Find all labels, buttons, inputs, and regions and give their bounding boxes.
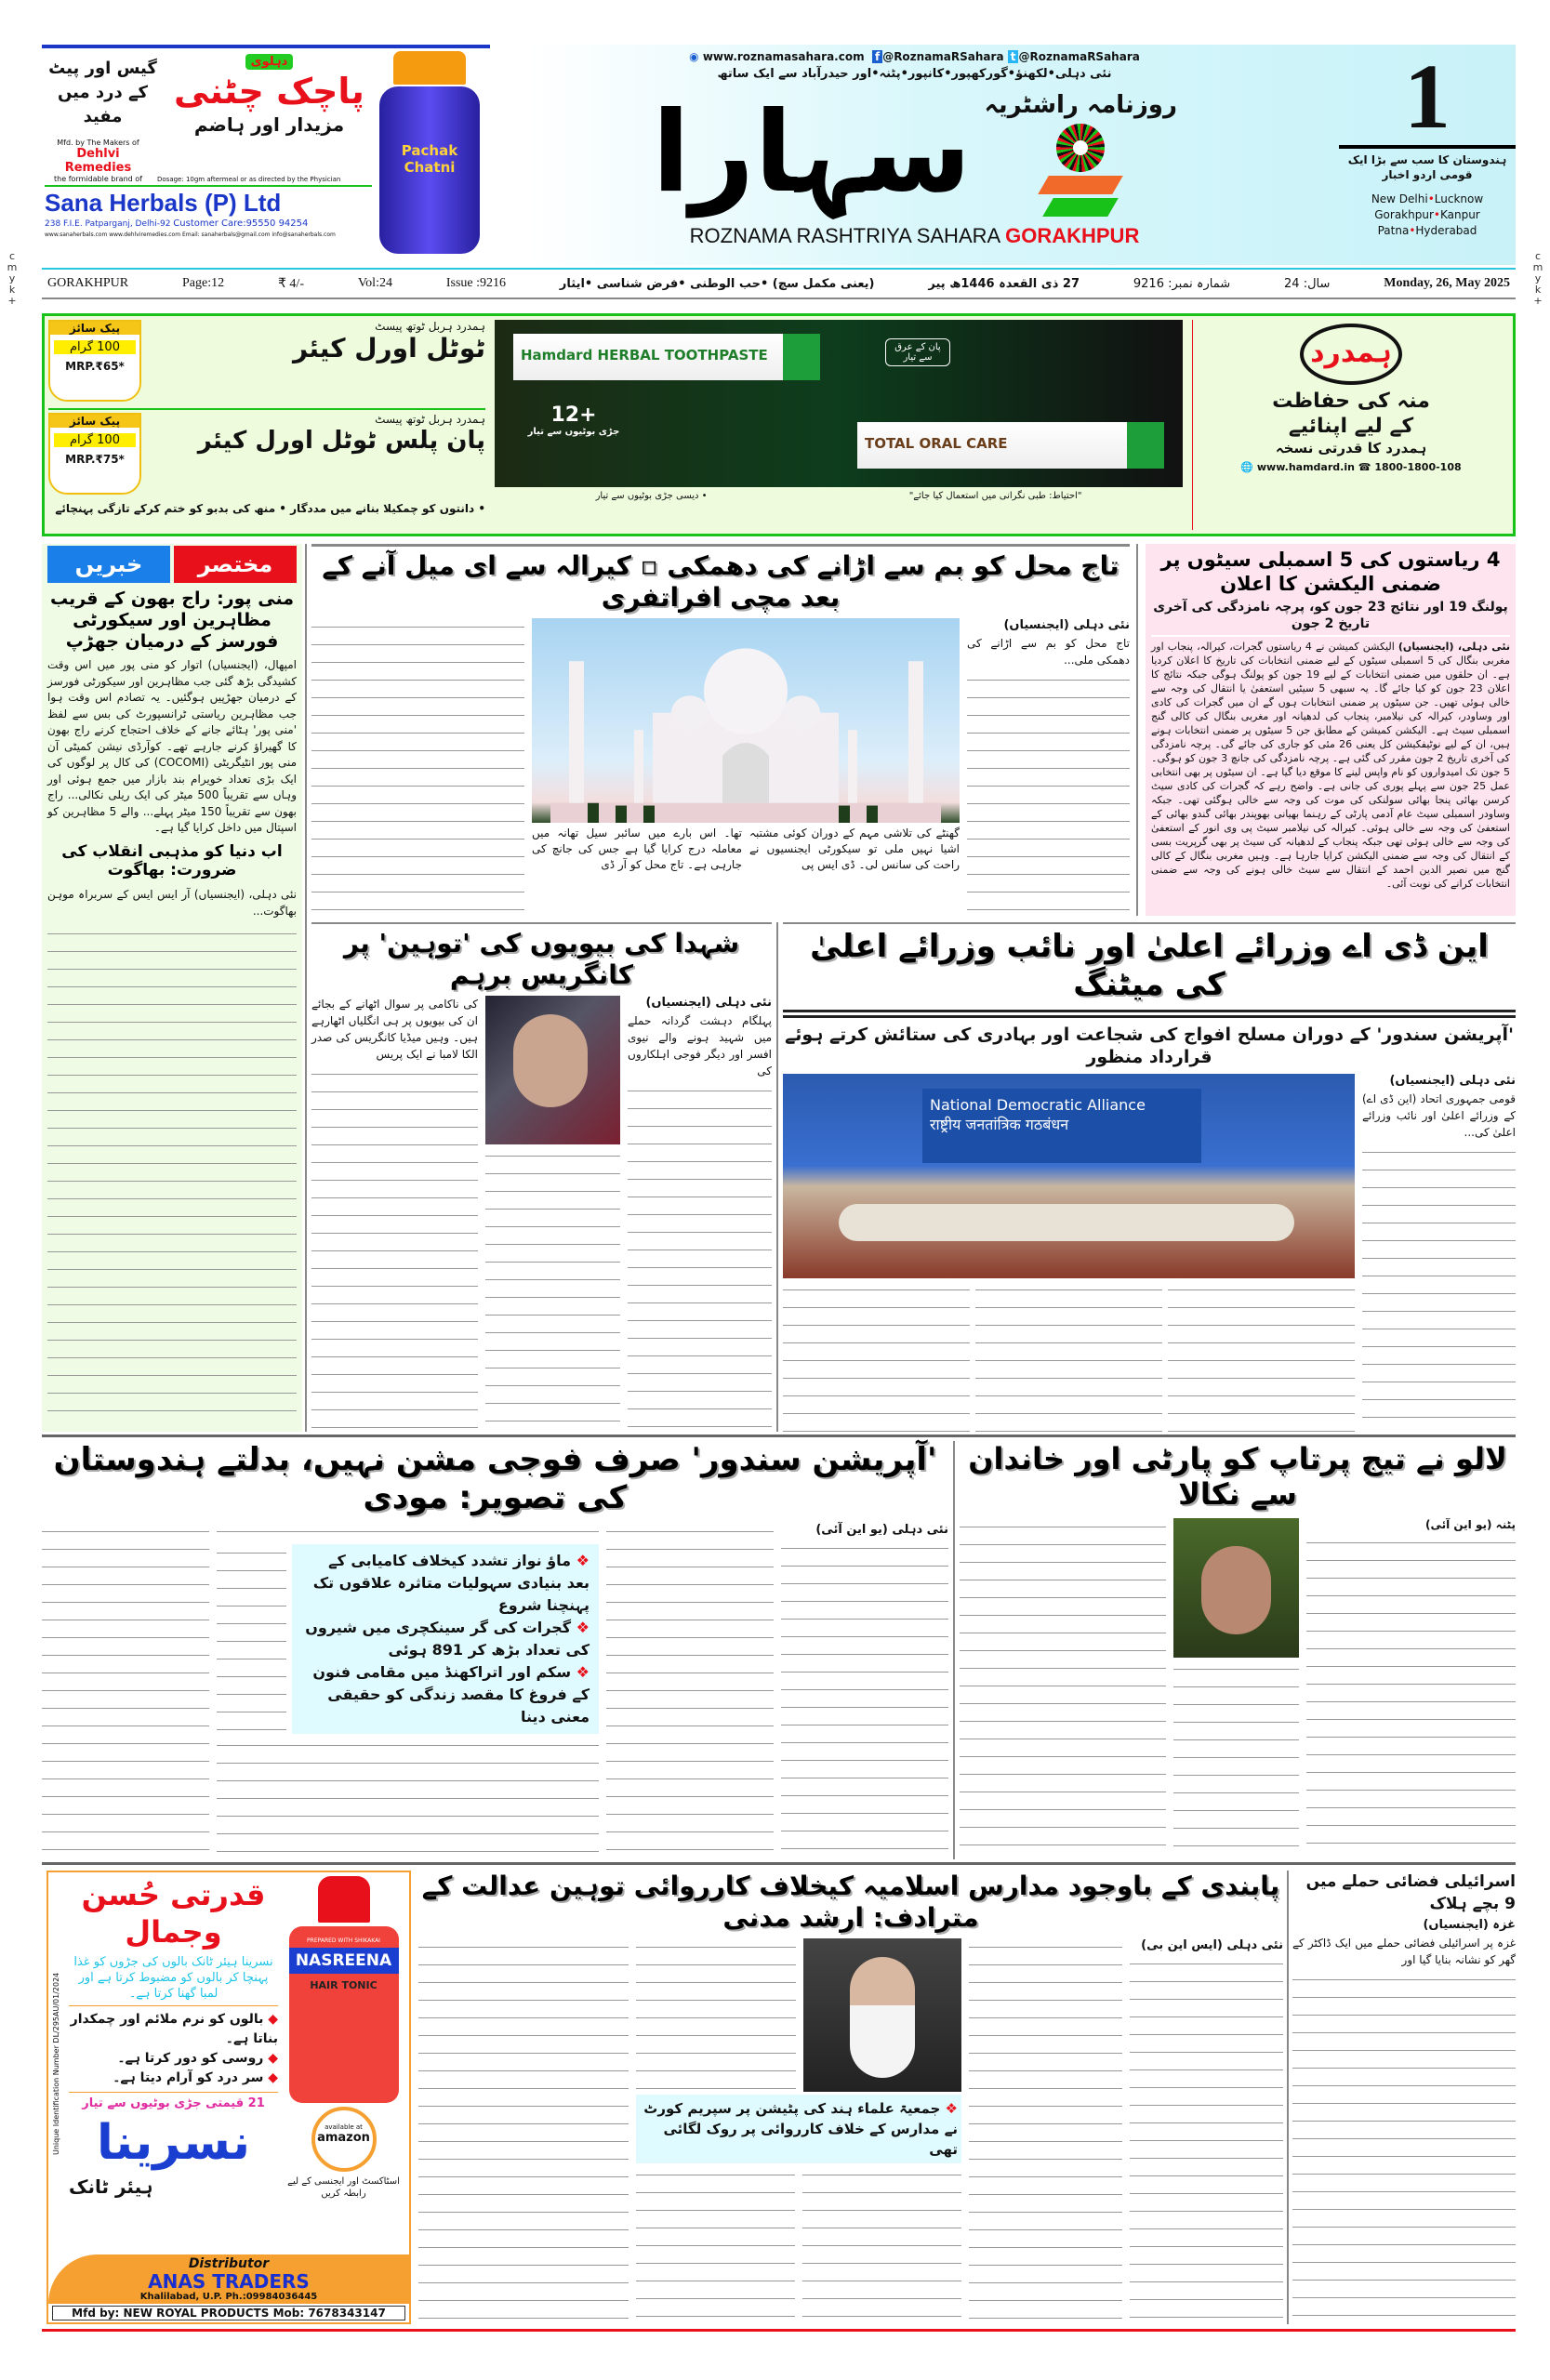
product-1-label: ہمدرد ہربل ٹوتھ پیسٹ <box>375 320 485 333</box>
bypoll-body <box>1151 640 1510 891</box>
paper-name-en <box>690 223 1140 249</box>
slogan-3: ہمدرد کا قدرتی نسخہ <box>1275 440 1427 456</box>
taj-mahal-photo <box>532 618 960 823</box>
madani-text-col-3 <box>802 2166 961 2324</box>
highlight-item <box>301 1550 590 1617</box>
nasreena-mfd: Mfd by: NEW ROYAL PRODUCTS Mob: 7678343147 <box>52 2306 405 2320</box>
sun-emblem-icon <box>1056 124 1105 172</box>
toothpaste-tube-2: TOTAL ORAL CARE <box>857 422 1164 469</box>
bottle-brand: NASREENA <box>289 1948 399 1974</box>
nda-headline[interactable]: این ڈی اے وزرائے اعلیٰ اور نائب وزرائے اعلیٰ کی میٹنگ <box>810 928 1489 1003</box>
reg-k: k <box>1534 284 1542 296</box>
distributor-block <box>48 2254 409 2304</box>
dateline-vol: Vol:24 <box>357 276 392 290</box>
dateline-date: Monday, 26, May 2025 <box>1384 276 1510 290</box>
sahara-logo: سہارا <box>652 88 972 218</box>
rank-badge <box>1339 45 1516 265</box>
dateline-hijri: 27 ذی القعدہ 1446ھ پیر <box>928 276 1080 291</box>
shuhada-lead: پہلگام دہشت گردانہ حملے میں شہید ہونے والے نیوی افسر اور دیگر فوجی اہلکاروں کی <box>628 1014 772 1078</box>
tej-pratap-photo <box>1173 1518 1299 1658</box>
nda-text-col-4 <box>783 1281 970 1432</box>
highlight-item <box>301 1661 590 1728</box>
modi-highlights-box <box>292 1544 599 1734</box>
lalu-text-col-3 <box>960 1518 1166 1859</box>
column-rule <box>953 1441 955 1859</box>
madani-dateline: نئی دہلی (ایس این بی) <box>1141 1938 1283 1953</box>
ad-product-name: پاچک چٹنی <box>174 71 364 112</box>
nda-dateline: نئی دہلی (ایجنسیاں) <box>1389 1073 1516 1088</box>
point: سر درد کو آرام دیتا ہے۔ <box>113 2070 264 2085</box>
bullet-icon: ❖ <box>576 1662 590 1681</box>
pack-label: پیک سائز <box>50 322 139 335</box>
ad-address: 238 F.I.E. Patparganj, Delhi-92 <box>45 219 171 229</box>
pack-weight: 100 گرام <box>54 433 136 447</box>
nasreena-bottle <box>289 1926 399 2103</box>
briefs-column <box>42 544 302 1432</box>
arshad-madani-photo <box>803 1938 961 2092</box>
shuhada-text-col-1 <box>628 1082 772 1432</box>
city: Hyderabad <box>1415 224 1477 237</box>
reg-c: c <box>8 250 16 262</box>
rank-caption: ہندوستان کا سب سے بڑا ایک قومی اردو اخبار <box>1347 153 1507 181</box>
registration-marks-right: c m y k + <box>1532 250 1543 307</box>
lalu-headline[interactable]: لالو نے تیج پرتاپ کو پارٹی اور خاندان سے نکالا <box>968 1441 1507 1513</box>
briefs-label-red: مختصر <box>174 546 297 583</box>
madani-text-col-5 <box>418 1938 629 2324</box>
pack-label: پیک سائز <box>50 415 139 428</box>
bypoll-headline[interactable]: 4 ریاستوں کی 5 اسمبلی سیٹوں پر ضمنی الیکشن کا اعلان <box>1160 549 1501 595</box>
bullet-icon: ❖ <box>576 1618 590 1636</box>
hamdard-contact: 🌐 www.hamdard.in ☎ 1800-1800-108 <box>1240 461 1462 473</box>
twitter-icon: t <box>1008 50 1019 63</box>
bypoll-story <box>1146 544 1516 916</box>
madani-headline[interactable]: پابندی کے باوجود مدارس اسلامیہ کیخلاف کارروائی توہین عدالت کے مترادف: ارشد مدنی <box>421 1871 1280 1933</box>
trader-name: ANAS TRADERS <box>148 2270 310 2293</box>
gaza-text <box>1292 1971 1516 2324</box>
nasreena-points <box>69 2010 278 2088</box>
banner-en: National Democratic Alliance <box>930 1095 1146 1114</box>
city: Gorakhpur <box>1374 208 1434 221</box>
age-badge <box>523 403 625 437</box>
taj-dateline: نئی دہلی (ایجنسیاں) <box>1003 618 1130 633</box>
dateline-price: ₹ 4/- <box>278 276 304 291</box>
modi-text-bottom <box>217 1737 599 1859</box>
nda-meeting-photo <box>783 1074 1355 1278</box>
bottle-top-text: PREPARED WITH SHIKAKAI <box>307 1937 380 1944</box>
ad-bullets: • دانتوں کو چمکیلا بنانے میں مددگار • منھ کی بدبو کو ختم کرکے تازگی پہنچائے <box>55 502 485 515</box>
brief-2-body: نئی دہلی، (ایجنسیاں) آر ایس ایس کے سربراہ موہن بھاگوت... <box>47 887 297 918</box>
lalu-text-col-2 <box>1173 1660 1299 1859</box>
nda-text-col-1 <box>1362 1144 1516 1432</box>
banner-hi: राष्ट्रीय जनतांत्रिक गठबंधन <box>930 1115 1069 1133</box>
facebook-handle[interactable]: @RoznamaRSahara <box>882 50 1004 63</box>
trader-address: Khalilabad, U.P. Ph.:09984036445 <box>139 2292 318 2302</box>
modi-dateline: نئی دہلی (یو این آئی) <box>815 1522 948 1537</box>
web-icon: ◉ <box>689 50 699 63</box>
twitter-handle[interactable]: @RoznamaRSahara <box>1018 50 1140 63</box>
lalu-story <box>960 1441 1516 1859</box>
highlight-text: ماؤ نواز تشدد کیخلاف کامیابی کے بعد بنیادی سہولیات متاثرہ علاقوں تک پہنچنا شروع <box>312 1551 590 1614</box>
editions-line: نئی دہلی•لکھنؤ•گورکھپور•کانپور•پٹنہ•اور حیدرآباد سے ایک ساتھ <box>717 67 1112 81</box>
shuhada-headline[interactable]: شہدا کی بیویوں کی 'توہین' پر کانگریس برہم <box>343 928 740 990</box>
madani-caption-box <box>636 2095 961 2163</box>
social-links <box>689 48 1140 65</box>
lalu-dateline: پٹنہ (یو این آئی) <box>1424 1517 1516 1531</box>
nasreena-herbs: 21 قیمتی جڑی بوٹیوں سے تیار <box>82 2096 265 2110</box>
taj-mahal-illustration <box>532 618 960 823</box>
shuhada-lead-2: کی ناکامی پر سوال اٹھانے کے بجائے ان کی بیویوں پر ہی انگلیاں اٹھارہے ہیں۔ وہیں میڈیا کانگریس کی صدر الکا لامبا نے ایک پریس <box>311 998 478 1062</box>
bypoll-text: الیکشن کمیشن نے 4 ریاستوں گجرات، کیرالہ، پنجاب اور مغربی بنگال کی 5 اسمبلی سیٹوں کے لیے ضمنی انتخابات کی تاریخ کا اعلان کردیا ہے۔ ان حلقوں میں ضمنی انتخابات کے لیے 19 جون کو پولنگ ہوگی جبکہ نتائج کا اعلان 23 جون کو کیا جائے گا۔ یہ سبھی 5 سیٹیں استعفیٰ یا انتقال کی وجہ سے خالی ہوئی تھیں۔ جن سیٹوں پر ضمنی انتخابات ہوں گے ان میں گجرات کی کادی اور وساودر، کیرالہ کی نیلامبر، پنجاب کی لدھیانہ اور مغربی بنگال کی کالی گنج اسمبلی سیٹ ہے۔ الیکشن کمیشن کے مطابق جن 5 سیٹوں پر ضمنی انتخابات ہونے ہیں، ان کے لیے نوٹیفکیشن کل یعنی 26 مئی کو جاری کی جائے گی۔ پرچہ نامزدگی کی آخری تاریخ 2 جون مقرر کی گئی ہے۔ پرچہ نامزدگی کی جانچ 3 جون کو ہوگی۔ 5 جون تک امیدواروں کو نام واپس لینے کا موقع دیا گیا ہے۔ ان سیٹوں پر بھی انتخابی عمل 25 جون سے پہلے پوری کی جانی ہے۔ واضح رہے کہ گجرات کی کادی سیٹ کرسن بھائی پنجا بھائی سولنکی کی موت کی وجہ سے خالی ہوگئی تھی۔ جبکہ وساودر اسمبلی سیٹ عام آدمی پارٹی کے رہنما بھیانی بھوپندر بھائی گندو بھائی کے استعفیٰ کی وجہ سے خالی ہوئی۔ کیرالہ کی نیلامبر سیٹ پی وی انور کے استعفیٰ کی وجہ سے خالی ہوئی تھی جبکہ پنجاب کے لدھیانہ کی سیٹ پر بھی گرپریت بسی کے انتقال کی وجہ سے ضمنی الیکشن کرایا جارہا ہے۔ وہیں مغربی بنگال کے کالی گنج میں نصیر الدین احمد کے انتقال سے سیٹ خالی ہونے کی وجہ سے ضمنی انتخابات کرانے کی نوبت آئی۔ <box>1151 641 1510 890</box>
bullet-icon: ◆ <box>268 2051 278 2066</box>
maker-sub: the formidable brand of <box>54 175 142 183</box>
modi-text-col-1 <box>781 1540 948 1859</box>
city: Kanpur <box>1439 208 1480 221</box>
kharge-photo <box>485 996 620 1144</box>
gaza-headline[interactable]: اسرائیلی فضائی حملے میں 9 بچے ہلاک <box>1305 1872 1516 1913</box>
nasreena-uin: Unique Identification Number DL/295AU/01/2024 <box>52 1972 60 2155</box>
nasreena-brand-urdu: نسرینا <box>96 2115 251 2171</box>
taj-text-col-2a: گھنٹے کی تلاشی مہم کے دوران کوئی مشتبہ اشیا نہیں ملی تو سیکورٹی ایجنسیوں نے راحت کی سانس لی۔ ڈی ایس پی <box>749 826 960 872</box>
product-2-label: ہمدرد ہربل ٹوتھ پیسٹ <box>375 413 485 426</box>
reg-y: y <box>8 272 16 284</box>
briefs-label-blue: خبریں <box>47 546 170 583</box>
hamdard-logo: ہمدرد <box>1300 324 1402 385</box>
pack-badge-1 <box>48 320 141 402</box>
paper-subtitle: روزنامہ راشٹریہ <box>984 91 1177 119</box>
reg-m: m <box>1532 261 1543 273</box>
highlight-text: سکم اور اتراکھنڈ میں مقامی فنون کے فروغ کا مقصد زندگی کو حقیقی معنی دینا <box>312 1662 590 1726</box>
mrp-1: MRP.₹65* <box>65 360 125 373</box>
reg-c: c <box>1534 250 1542 262</box>
bottle-type: HAIR TONIC <box>310 1979 378 1991</box>
reg-y: y <box>1534 272 1542 284</box>
slogan-2: کے لیے اپنائیے <box>1288 415 1414 438</box>
gaza-brief <box>1292 1871 1516 2324</box>
modi-text-col-4 <box>217 1544 286 1734</box>
nda-text-col-3 <box>975 1281 1162 1432</box>
ad-brand-badge: دہلوی <box>245 54 294 70</box>
bullet-icon: ◆ <box>268 2070 278 2085</box>
shuhada-text-col-3 <box>485 1147 620 1432</box>
amazon-logo: amazon <box>317 2131 370 2145</box>
masthead <box>42 45 1516 265</box>
bullet-icon: ◆ <box>268 2012 278 2027</box>
ad-company: Sana Herbals (P) Ltd <box>45 189 282 217</box>
age-sub: جڑی بوٹیوں سے تیار <box>527 427 620 437</box>
nasreena-sub: نسرینا ہیئر ٹانک بالوں کی جڑوں کو غذا پہنچا کر بالوں کو مضبوط کرتا ہے اور لمبا گھنا کرتا ہے۔ <box>73 1955 273 2001</box>
facebook-icon: f <box>872 50 882 63</box>
highlight-item <box>301 1617 590 1661</box>
ad-caption-left: • دیسی جڑی بوٹیوں سے تیار <box>595 491 708 501</box>
city: New Delhi <box>1371 192 1428 205</box>
maker-line: Mfd. by The Makers of <box>57 139 139 147</box>
modi-text-col-5 <box>42 1523 209 1859</box>
ad-care: Customer Care:95550 94254 <box>173 218 309 229</box>
amazon-badge <box>311 2107 377 2172</box>
rank-number: 1 <box>1339 48 1516 149</box>
pachak-chatni-ad[interactable] <box>42 45 490 265</box>
chatni-bottle-image <box>376 51 484 262</box>
hamdard-web[interactable]: www.hamdard.in <box>1256 461 1355 473</box>
age: 12+ <box>550 403 597 427</box>
brief-1-headline[interactable]: منی پور: راج بھون کے قریب مظاہرین اور سیکورٹی فورسز کے درمیان جھڑپ <box>49 588 295 652</box>
shuhada-story <box>311 922 772 1432</box>
madani-text-col-4a <box>636 1938 796 2092</box>
column-rule <box>305 544 307 1432</box>
taj-headline-1: تاج محل کو بم سے اڑانے کی دھمکی <box>667 550 1119 581</box>
dateline-motto: (یعنی مکمل سچ) •حب الوطنی •فرض شناسی •ایثار <box>559 276 875 291</box>
gaza-lead: غزہ پر اسرائیلی فضائی حملے میں ایک ڈاکٹر کے گھر کو نشانہ بنایا گیا اور <box>1292 1937 1516 1966</box>
toothpaste-image <box>495 320 1183 487</box>
ad-contact <box>45 218 372 230</box>
maker-block <box>45 139 152 183</box>
column-rule <box>776 922 778 1432</box>
reg-k: k <box>8 284 16 296</box>
shuhada-dateline: نئی دہلی (ایجنسیاں) <box>645 996 772 1011</box>
city: Lucknow <box>1434 192 1484 205</box>
hamdard-phone[interactable]: 1800-1800-108 <box>1374 461 1462 473</box>
point: بالوں کو نرم ملائم اور چمکدار بناتا ہے۔ <box>70 2012 278 2046</box>
flag-stripe-green <box>1043 198 1119 217</box>
madani-story <box>418 1871 1283 2324</box>
ad-web: www.sanaherbals.com www.dehlviremedies.com Email: sanaherbals@gmail.com info@sanaherbals.com <box>45 231 336 238</box>
dateline-city: GORAKHPUR <box>47 276 129 290</box>
bullet-icon: ❖ <box>945 2100 958 2118</box>
registration-marks-left: c m y k + <box>7 250 18 307</box>
ad-caption-mid: "احتیاط: طبی نگرانی میں استعمال کیا جائے" <box>908 491 1082 501</box>
nda-lead: قومی جمہوری اتحاد (این ڈی اے) کے وزرائے اعلیٰ اور نائب وزرائے اعلیٰ کی... <box>1362 1091 1516 1139</box>
bottle-cap <box>318 1876 370 1923</box>
amazon-pre: available at <box>325 2123 363 2131</box>
dateline-issue-urdu: شمارہ نمبر: 9216 <box>1133 276 1231 291</box>
brief-2-headline[interactable]: اب دنیا کو مذہبی انقلاب کی ضرورت: بھاگوت <box>61 841 283 880</box>
nda-story <box>783 922 1516 1432</box>
product-2-name: پان پلس ٹوٹل اورل کیئر <box>197 427 485 455</box>
page-bottom-rule <box>42 2329 1516 2332</box>
nasreena-type-urdu: ہیئر ٹانک <box>69 2175 153 2198</box>
hamdard-ad[interactable] <box>42 313 1516 536</box>
modi-headline[interactable]: 'آپریشن سندور' صرف فوجی مشن نہیں، بدلتے ہندوستان کی تصویر: مودی <box>53 1441 937 1516</box>
section-rule <box>42 1435 1516 1437</box>
hamdard-slogan <box>1272 389 1430 457</box>
nda-text-col-2 <box>1168 1281 1355 1432</box>
edition-en: GORAKHPUR <box>1005 224 1140 247</box>
taj-text-col-1 <box>967 671 1130 916</box>
madani-caption: جمعیۃ علماء ہند کی پٹیشن پر سپریم کورٹ نے مدارس کے خلاف کارروائی پر روک لگائی تھی <box>643 2100 958 2159</box>
slogan-1: منہ کی حفاظت <box>1272 390 1430 413</box>
website-link[interactable]: www.roznamasahara.com <box>702 50 865 63</box>
madani-text-col-4b <box>636 2166 795 2324</box>
modi-story <box>42 1441 948 1859</box>
point: روسی کو دور کرتا ہے۔ <box>117 2051 264 2066</box>
product-1-name: ٹوٹل اورل کیئر <box>292 333 485 364</box>
nda-banner <box>922 1089 1201 1163</box>
highlight-text: گجرات کی گر سینکچری میں شیروں کی تعداد بڑھ کر 891 ہوئی <box>305 1618 590 1659</box>
nasreena-headline: قدرتی حُسن وجمال <box>81 1877 266 1950</box>
dateline-page: Page:12 <box>182 276 225 290</box>
ad-tagline: گیس اور پیٹ کے درد میں مفید <box>48 59 157 126</box>
pack-weight: 100 گرام <box>54 340 136 354</box>
name-en: ROZNAMA RASHTRIYA SAHARA <box>689 224 1000 247</box>
pack-badge-2 <box>48 413 141 495</box>
nasreena-ad[interactable] <box>46 1871 411 2324</box>
bullet-icon: ❖ <box>576 1551 590 1569</box>
section-rule <box>42 1862 1516 1865</box>
shuhada-text-col-2 <box>311 1065 478 1432</box>
taj-headline[interactable]: تاج محل کو بم سے اڑانے کی دھمکی ▫ کیرالہ سے ای میل آنے کے بعد مچی افراتفری <box>322 550 1119 613</box>
nasreena-stockist: اسٹاکسٹ اور ایجنسی کے لیے رابطہ کریں <box>287 2176 400 2199</box>
modi-text-col-2 <box>606 1523 774 1859</box>
product-list <box>48 320 485 530</box>
column-rule <box>1136 544 1138 916</box>
taj-text-col-3 <box>311 618 524 916</box>
modi-text-top <box>217 1523 599 1541</box>
taj-lead: تاج محل کو بم سے اڑانے کی دھمکی ملی... <box>967 637 1130 668</box>
edition-cities: New Delhi•Lucknow Gorakhpur•Kanpur Patna•Hyderabad <box>1371 192 1484 237</box>
bottle-label: Pachak Chatni <box>379 86 480 254</box>
toothpaste-tube-1: Hamdard HERBAL TOOTHPASTE <box>513 334 820 380</box>
dateline-issue: Issue :9216 <box>445 276 507 290</box>
lalu-text-col-1 <box>1306 1534 1516 1859</box>
ad-dosage: Dosage: 10gm aftermeal or as directed by the Physician <box>157 176 341 183</box>
brief-1-body: امپھال، (ایجنسیاں) اتوار کو منی پور میں اس وقت کشیدگی بڑھ گئی جب مظاہرین اور سیکورٹی فورسز کے درمیان جھڑپیں ہوگئیں۔ یہ تصادم اس وقت ہوا جب مظاہرین ریاستی ٹرانسپورٹ کی بس سے لفظ 'منی پور' ہٹائے جانے کے خلاف احتجاج کرنے راج بھون کا گھیراؤ کرنے جارہے تھے۔ کوآرڈی نیشن کمیٹی آن منی پور انٹیگریٹی (COCOMI) کی کال پر لوگوں کی ایک بڑی تعداد خویرام بند بازار میں جمع ہوئی اور وہاں سے تقریباً 500 میٹر کی ایک ریلی نکالی... راج بھون سے تقریباً 150 میٹر پہلے... والے 5 مظاہرین کو اسپتال میں داخل کرایا گیا ہے۔ <box>47 658 297 835</box>
taj-story <box>311 544 1130 916</box>
city: Patna <box>1377 224 1410 237</box>
distributor-label: Distributor <box>188 2256 270 2271</box>
gaza-dateline: غزہ (ایجنسیاں) <box>1423 1918 1516 1932</box>
madani-text-col-2 <box>969 1938 1122 2324</box>
paan-badge: پان کے عرق سے تیار <box>885 338 950 366</box>
reg-m: m <box>7 261 18 273</box>
mrp-2: MRP.₹75* <box>65 453 125 466</box>
bypoll-dateline: نئی دہلی، (ایجنسیاں) <box>1398 641 1511 653</box>
bypoll-subhead: پولنگ 19 اور نتائج 23 جون کو، پرچہ نامزدگی کی آخری تاریخ 2 جون <box>1151 599 1510 637</box>
nda-subhead: 'آپریشن سندور' کے دوران مسلح افواج کی شجاعت اور بہادری کی ستائش کرتے ہوئے قرارداد منظور <box>785 1024 1514 1067</box>
brief-2-text-lines <box>47 925 297 1426</box>
dateline-strip <box>42 268 1516 299</box>
dateline-year-urdu: سال: 24 <box>1284 276 1331 291</box>
flag-stripe-orange <box>1039 176 1124 194</box>
taj-headline-2: کیرالہ سے ای میل آنے کے بعد مچی افراتفری <box>322 550 841 613</box>
maker-name: Dehlvi Remedies <box>64 147 132 175</box>
column-rule <box>1287 1871 1289 2324</box>
taj-text-col-2b: تھا۔ اس بارے میں سائبر سیل تھانہ میں معاملہ درج کرایا گیا ہے جس کی جانچ کی جارہی ہے۔ تاج محل کو آر ڈی <box>532 826 742 872</box>
madani-text-col-1 <box>1130 1955 1283 2324</box>
ad-benefit: مزیدار اور ہاضم <box>193 113 345 136</box>
